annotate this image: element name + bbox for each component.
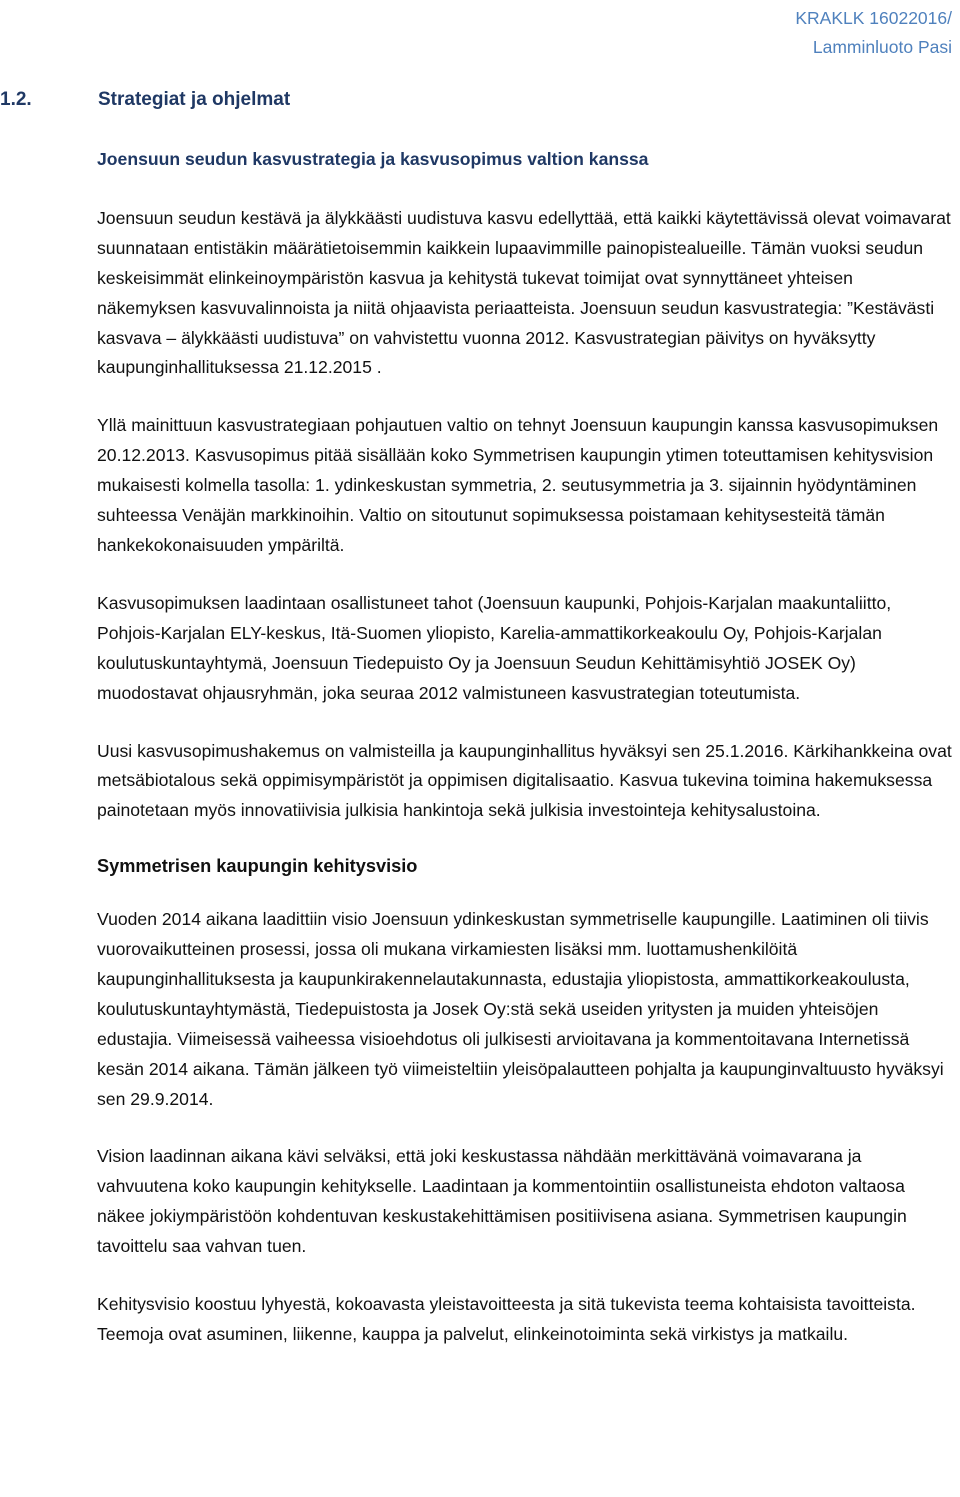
subsection-title-kehitysvisio: Symmetrisen kaupungin kehitysvisio [97, 856, 418, 877]
subsection-title-kasvustrategia: Joensuun seudun kasvustrategia ja kasvusopimus valtion kanssa [97, 149, 649, 169]
paragraph-uusi-hakemus: Uusi kasvusopimushakemus on valmisteilla ja kaupunginhallitus hyväksyi sen 25.1.2016. Kärkihankkeina ovat metsäbiotalous sekä oppimisympäristöt ja oppimisen digitalisaatio. Kasvua tukevina toimina hakemuksessa painotetaan myös innovatiivisia julkisia hankintoja sekä julkisia investointeja kehitysalustoina. [97, 740, 952, 821]
paragraph-visio-rakenne: Kehitysvisio koostuu lyhyestä, kokoavasta yleistavoitteesta ja sitä tukevista teema kohtaisista tavoitteista. Teemoja ovat asuminen, liikenne, kauppa ja palvelut, elinkeinotoiminta sekä virkistys ja matkailu. [97, 1294, 916, 1344]
paragraph-joki-voimavarana: Vision laadinnan aikana kävi selväksi, että joki keskustassa nähdään merkittävänä voimavarana ja vahvuutena koko kaupungin kehitykselle. Laadintaan ja kommentointiin osallistuneista ehdoton valtaosa näkee jokiympäristöön kohdentuvan keskustakehittämisen positiivisena asiana. Symmetrisen kaupungin tavoittelu saa vahvan tuen. [97, 1146, 907, 1257]
author-name: Lamminluoto Pasi [812, 37, 952, 57]
page-header-reference [692, 4, 952, 62]
section-number: 1.2. [0, 89, 32, 110]
section-title: Strategiat ja ohjelmat [98, 89, 291, 110]
document-body [97, 145, 955, 1378]
paragraph-visio-laadinta: Vuoden 2014 aikana laadittiin visio Joensuun ydinkeskustan symmetriselle kaupungille. Laatiminen oli tiivis vuorovaikutteinen prosessi, jossa oli mukana virkamiesten lisäksi mm. luottamushenkilöitä kaupunginhallituksesta ja kaupunkirakennelautakunnasta, edustajia yliopistosta, ammattikorkeakoulusta, koulutuskuntayhtymästä, Tiedepuistosta ja Josek Oy:stä sekä useiden yritysten ja muiden yhteisöjen edustajia. Viimeisessä vaiheessa visioehdotus oli julkisesti arvioitavana ja kommentoitavana Internetissä kesän 2014 aikana. Tämän jälkeen työ viimeisteltiin yleisöpalautteen pohjalta ja kaupunginvaltuusto hyväksyi sen 29.9.2014. [97, 909, 944, 1109]
paragraph-kasvusopimus: Yllä mainittuun kasvustrategiaan pohjautuen valtio on tehnyt Joensuun kaupungin kanssa kasvusopimuksen 20.12.2013. Kasvusopimus pitää sisällään koko Symmetrisen kaupungin ytimen toteuttamisen kehitysvision mukaisesti kolmella tasolla: 1. ydinkeskustan symmetria, 2. seutusymmetria ja 3. sijainnin hyödyntäminen suhteessa Venäjän markkinoihin. Valtio on sitoutunut sopimuksessa poistamaan kehitysesteitä tämän hankekokonaisuuden ympäriltä. [97, 415, 939, 555]
section-heading [0, 86, 940, 114]
document-reference: KRAKLK 16022016/ [795, 8, 952, 28]
paragraph-kasvustrategia-intro: Joensuun seudun kestävä ja älykkäästi uudistuva kasvu edellyttää, että kaikki käytettävissä olevat voimavarat suunnataan entistäkin määrätietoisemmin kaikkein lupaavimmille painopistealueille. Tämän vuoksi seudun keskeisimmät elinkeinoympäristön kasvua ja kehitystä tukevat toimijat ovat synnyttäneet yhteisen näkemyksen kasvuvalinnoista ja niitä ohjaavista periaatteista. Joensuun seudun kasvustrategia: ”Kestävästi kasvava – älykkäästi uudistuva” on vahvistettu vuonna 2012. Kasvustrategian päivitys on hyväksytty kaupunginhallituksessa 21.12.2015 . [97, 207, 951, 378]
paragraph-ohjausryhma: Kasvusopimuksen laadintaan osallistuneet tahot (Joensuun kaupunki, Pohjois-Karjalan maakuntaliitto, Pohjois-Karjalan ELY-keskus, Itä-Suomen yliopisto, Karelia-ammattikorkeakoulu Oy, Pohjois-Karjalan koulutuskuntayhtymä, Joensuun Tiedepuisto Oy ja Joensuun Seudun Kehittämisyhtiö JOSEK Oy) muodostavat ohjausryhmän, joka seuraa 2012 valmistuneen kasvustrategian toteutumista. [97, 592, 892, 703]
